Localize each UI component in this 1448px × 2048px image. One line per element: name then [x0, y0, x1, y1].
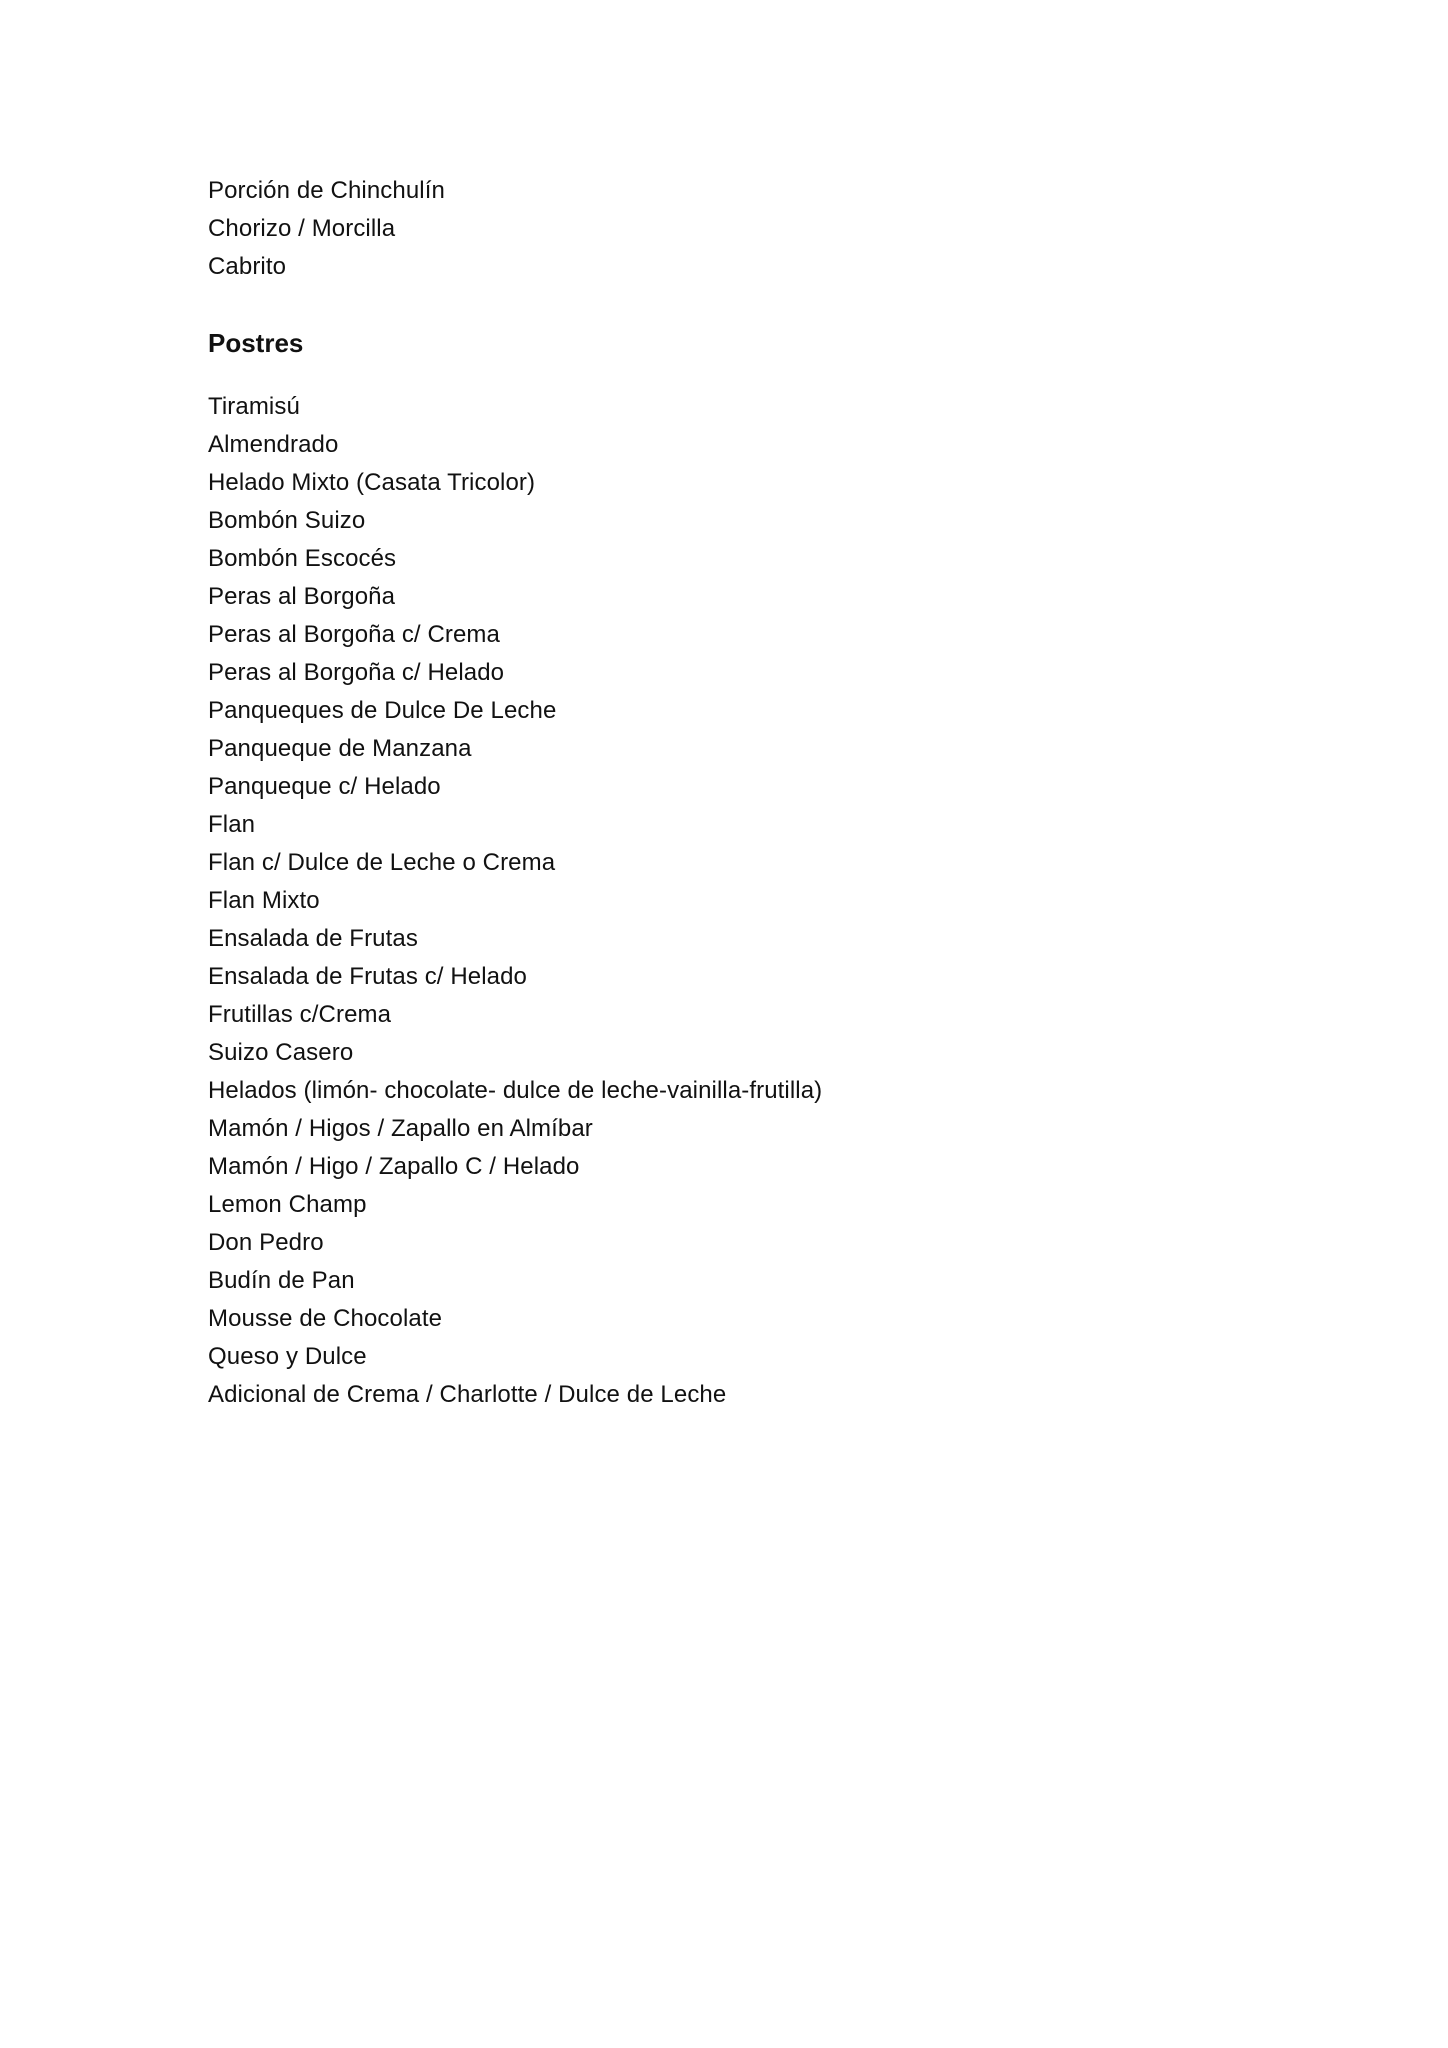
menu-item: Mousse de Chocolate [208, 1305, 443, 1332]
menu-item: Panqueque de Manzana [208, 735, 472, 762]
postres-heading: Postres [208, 328, 304, 358]
menu-item: Panqueques de Dulce De Leche [208, 697, 557, 724]
menu-item: Ensalada de Frutas [208, 925, 418, 952]
menu-item: Mamón / Higos / Zapallo en Almíbar [208, 1115, 593, 1142]
menu-item: Peras al Borgoña c/ Crema [208, 621, 500, 648]
menu-item: Bombón Suizo [208, 507, 366, 534]
menu-item: Budín de Pan [208, 1267, 355, 1294]
menu-item: Don Pedro [208, 1229, 324, 1256]
postres-list [208, 388, 1258, 1414]
menu-item: Panqueque c/ Helado [208, 773, 441, 800]
menu-item: Adicional de Crema / Charlotte / Dulce de Leche [208, 1381, 727, 1408]
menu-item: Suizo Casero [208, 1039, 354, 1066]
menu-item: Mamón / Higo / Zapallo C / Helado [208, 1153, 580, 1180]
menu-item: Porción de Chinchulín [208, 177, 445, 204]
menu-item: Cabrito [208, 253, 287, 280]
menu-item: Flan c/ Dulce de Leche o Crema [208, 849, 556, 876]
menu-item: Helado Mixto (Casata Tricolor) [208, 469, 536, 496]
menu-item: Flan [208, 811, 256, 838]
menu-item: Peras al Borgoña [208, 583, 396, 610]
menu-item: Queso y Dulce [208, 1343, 367, 1370]
menu-item: Chorizo / Morcilla [208, 215, 396, 242]
menu-item: Tiramisú [208, 393, 300, 420]
intro-list [208, 172, 1258, 286]
menu-item: Ensalada de Frutas c/ Helado [208, 963, 527, 990]
menu-item: Bombón Escocés [208, 545, 397, 572]
menu-item: Flan Mixto [208, 887, 320, 914]
menu-item: Peras al Borgoña c/ Helado [208, 659, 505, 686]
menu-item: Helados (limón- chocolate- dulce de leche-vainilla-frutilla) [208, 1077, 823, 1104]
menu-item: Frutillas c/Crema [208, 1001, 392, 1028]
menu-item: Lemon Champ [208, 1191, 367, 1218]
menu-content [208, 172, 1258, 1414]
menu-item: Almendrado [208, 431, 339, 458]
